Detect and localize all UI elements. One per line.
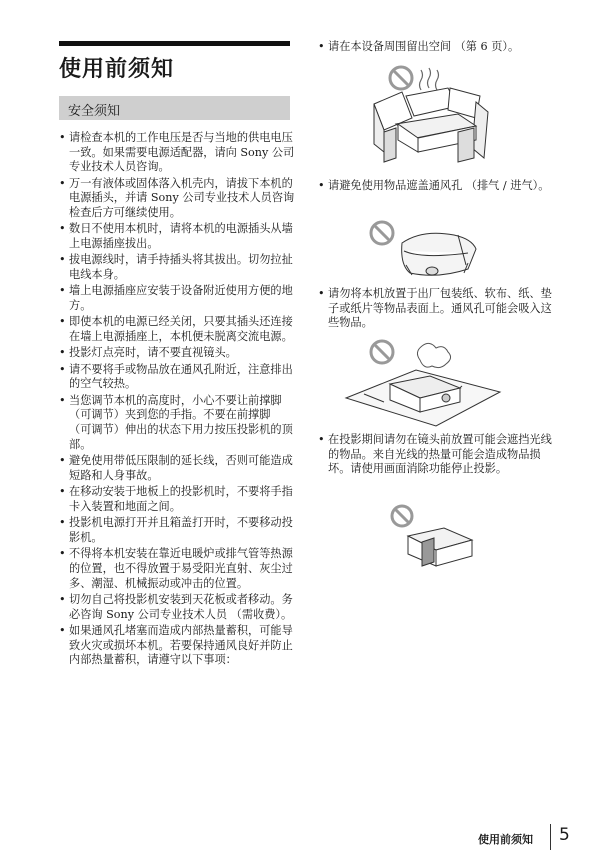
footer-divider: [550, 824, 551, 850]
list-item: • 如果通风孔堵塞而造成内部热量蓄积，可能导致火灾或损坏本机。若要保持通风良好并防止内部热量蓄积，请遵守以下事项：: [59, 624, 295, 668]
illustration-boxes: [366, 62, 496, 172]
illustration-lens-blocked: [382, 500, 482, 572]
list-item: • 即使本机的电源已经关闭，只要其插头还连接在墙上电源插座上，本机便未脱离交流电源。: [59, 315, 295, 344]
safety-list: [59, 131, 295, 670]
list-item: • 数日不使用本机时，请将本机的电源插头从墙上电源插座拔出。: [59, 222, 295, 251]
illustration-paper: [342, 338, 502, 430]
prohibited-icon: [390, 67, 412, 89]
list-item: • 请避免使用物品遮盖通风孔 （排气 / 进气）。: [318, 179, 553, 194]
list-item: • 请勿将本机放置于出厂包装纸、软布、纸、垫子或纸片等物品表面上。通风孔可能会吸入这些物品。: [318, 287, 553, 331]
list-item: • 请在本设备周围留出空间 （第 6 页）。: [318, 40, 553, 55]
list-item: • 墙上电源插座应安装于设备附近使用方便的地方。: [59, 284, 295, 313]
list-item: • 在投影期间请勿在镜头前放置可能会遮挡光线的物品。来自光线的热量可能会造成物品损坏。请使用画面消除功能停止投影。: [318, 433, 553, 477]
ventilation-list-1: [318, 40, 553, 56]
page-title: 使用前须知: [59, 57, 175, 82]
page-number: 5: [559, 825, 570, 845]
list-item: • 请检查本机的工作电压是否与当地的供电电压一致。如果需要电源适配器，请向 Sony 公司专业技术人员咨询。: [59, 131, 295, 175]
prohibited-icon: [371, 222, 393, 244]
title-rule: [59, 41, 290, 46]
list-item: • 切勿自己将投影机安装到天花板或者移动。务必咨询 Sony 公司专业技术人员 （需收费）。: [59, 593, 295, 622]
list-item: • 不得将本机安装在靠近电暖炉或排气管等热源的位置，也不得放置于易受阳光直射、灰尘过多、潮湿、机械振动或冲击的位置。: [59, 547, 295, 591]
ventilation-list-2: [318, 179, 553, 195]
section-title: 安全须知: [68, 104, 121, 119]
list-item: • 投影机电源打开并且箱盖打开时，不要移动投影机。: [59, 516, 295, 545]
ventilation-list-4: [318, 433, 553, 479]
prohibited-icon: [371, 341, 393, 363]
prohibited-icon: [392, 506, 412, 526]
footer-section-label: 使用前须知: [478, 833, 533, 846]
list-item: • 拔电源线时，请手持插头将其拔出。切勿拉扯电线本身。: [59, 253, 295, 282]
list-item: • 避免使用带低压限制的延长线，否则可能造成短路和人身事故。: [59, 454, 295, 483]
list-item: • 在移动安装于地板上的投影机时，不要将手指卡入装置和地面之间。: [59, 485, 295, 514]
list-item: • 当您调节本机的高度时，小心不要让前撑脚 （可调节）夹到您的手指。不要在前撑脚 （可调节）伸出的状态下用力按压投影机的顶部。: [59, 394, 295, 453]
illustration-cloth: [366, 213, 496, 288]
list-item: • 万一有液体或固体落入机壳内，请拔下本机的电源插头，并请 Sony 公司专业技术人员咨询检查后方可继续使用。: [59, 177, 295, 221]
list-item: • 投影灯点亮时，请不要直视镜头。: [59, 346, 295, 361]
list-item: • 请不要将手或物品放在通风孔附近，注意排出的空气较热。: [59, 363, 295, 392]
section-header: [59, 96, 290, 120]
ventilation-list-3: [318, 287, 553, 333]
